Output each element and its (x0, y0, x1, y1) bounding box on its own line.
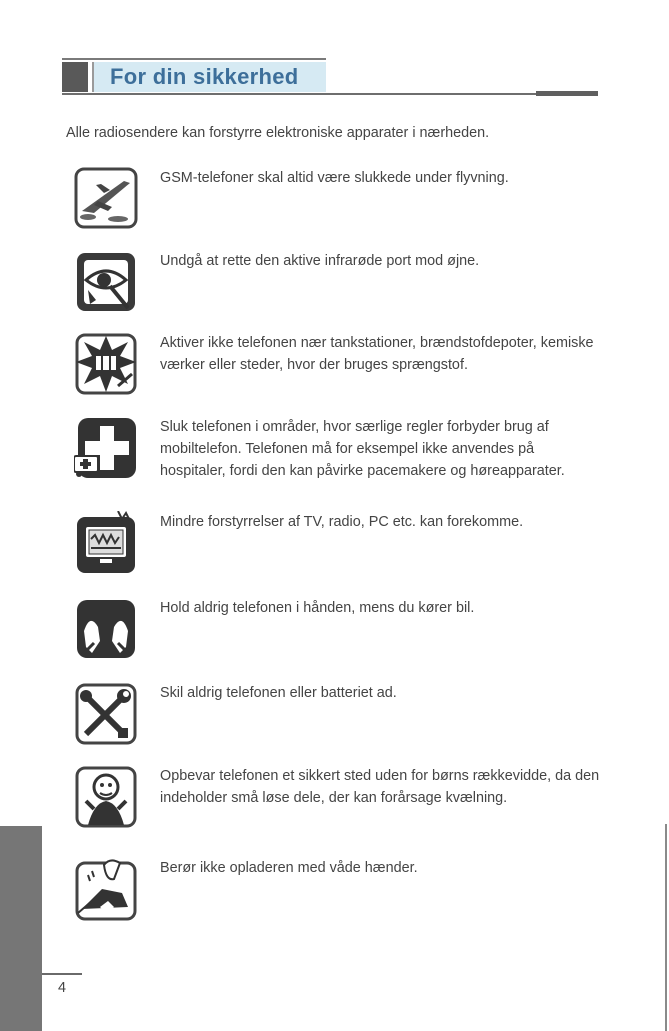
safety-item-text: Sluk telefonen i områder, hvor særlige regler forbyder brug af mobiltelefon. Telefonen må for eksempel ikke anvendes på hospitaler, fordi den kan påvirke pacemakere og høreapparater. (160, 419, 565, 479)
safety-item-text: Mindre forstyrrelser af TV, radio, PC etc. kan forekomme. (160, 514, 524, 530)
intro-text: Alle radiosendere kan forstyrre elektroniske apparater i nærheden. (66, 125, 490, 141)
header-title-box (92, 62, 326, 92)
safety-item-text: GSM-telefoner skal altid være slukkede under flyvning. (160, 170, 509, 186)
header-top-rule (62, 58, 326, 60)
footer-rule (42, 973, 82, 975)
safety-item-text: Skil aldrig telefonen eller batteriet ad. (160, 685, 397, 701)
tools-icon (74, 682, 138, 746)
safety-item-text: Aktiver ikke telefonen nær tankstationer, brændstofdepoter, kemiske værker eller steder, hvor der bruges sprængstof. (160, 335, 594, 373)
wet-hand-charger-icon (74, 857, 138, 921)
eye-infrared-icon (74, 250, 138, 314)
hands-on-wheel-icon (74, 597, 138, 661)
safety-item-text: Hold aldrig telefonen i hånden, mens du kører bil. (160, 600, 475, 616)
airplane-icon (74, 167, 138, 231)
safety-item-text: Opbevar telefonen et sikkert sted uden for børns rækkevidde, da den indeholder små løse dele, der kan forårsage kvælning. (160, 768, 600, 806)
page-number: 4 (58, 980, 67, 996)
hospital-cross-icon (74, 416, 138, 480)
safety-item-text: Undgå at rette den aktive infrarøde port mod øjne. (160, 253, 480, 269)
side-tab (0, 826, 42, 1031)
header-square-marker (62, 62, 88, 92)
page-title: For din sikkerhed (110, 64, 299, 89)
header-rule (62, 93, 598, 95)
header-rule-accent (536, 91, 598, 96)
right-edge-line (665, 824, 667, 1031)
child-icon (74, 765, 138, 829)
safety-item-text: Berør ikke opladeren med våde hænder. (160, 860, 418, 876)
section-header (62, 58, 598, 98)
tv-interference-icon (74, 511, 138, 575)
explosion-icon (74, 332, 138, 396)
